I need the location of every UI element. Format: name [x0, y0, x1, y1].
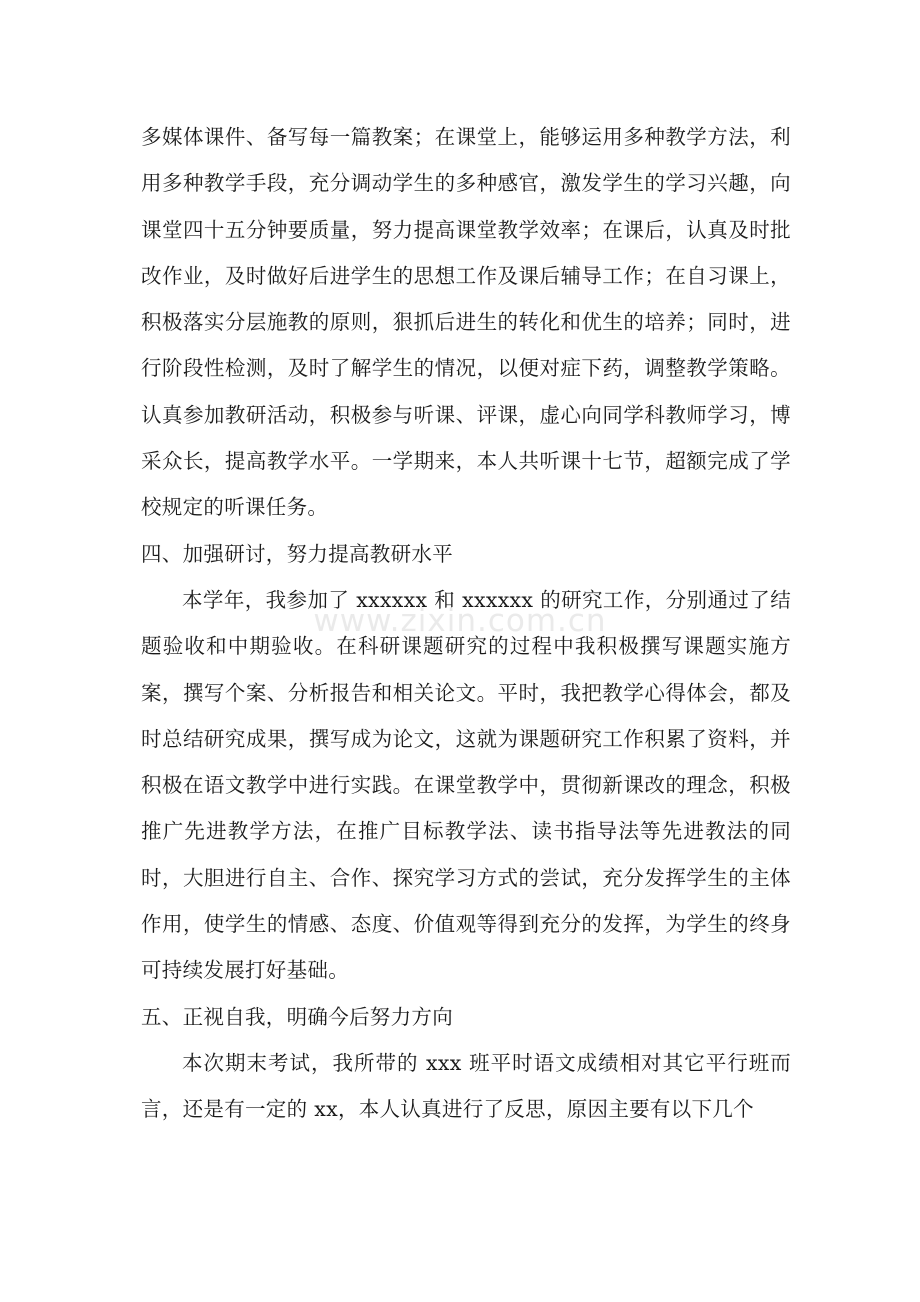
watermark: www.zixin.com.cn — [313, 603, 607, 639]
section-heading-5: 五、正视自我，明确今后努力方向 — [141, 1004, 453, 1029]
paragraph-2: 本学年，我参加了 xxxxxx 和 xxxxxx 的研究工作，分别通过了结题验收和中期验收。在科研课题研究的过程中我积极撰写课题实施方案，撰写个案、分析报告和相关论文。平时，我把教学心得体会，都及时总结研究成果，撰写成为论文，这就为课题研究工作积累了资料，并积极在语文教学中进行实践。在课堂教学中，贯彻新课改的理念，积极推广先进教学方法，在推广目标教学法、读书指导法等先进教法的同时，大胆进行自主、合作、探究学习方式的尝试，充分发挥学生的主体作用，使学生的情感、态度、价值观等得到充分的发挥，为学生的终身可持续发展打好基础。 — [141, 587, 791, 983]
paragraph-3: 本次期末考试，我所带的 xxx 班平时语文成绩相对其它平行班而言，还是有一定的 xx，本人认真进行了反思，原因主要有以下几个 — [141, 1050, 791, 1122]
document-body — [141, 114, 791, 1133]
paragraph-1: 多媒体课件、备写每一篇教案；在课堂上，能够运用多种教学方法，利用多种教学手段，充分调动学生的多种感官，激发学生的学习兴趣，向课堂四十五分钟要质量，努力提高课堂教学效率；在课后，认真及时批改作业，及时做好后进学生的思想工作及课后辅导工作；在自习课上，积极落实分层施教的原则，狠抓后进生的转化和优生的培养；同时，进行阶段性检测，及时了解学生的情况，以便对症下药，调整教学策略。认真参加教研活动，积极参与听课、评课，虚心向同学科教师学习，博采众长，提高教学水平。一学期来，本人共听课十七节，超额完成了学校规定的听课任务。 — [141, 125, 791, 520]
section-heading-4: 四、加强研讨，努力提高教研水平 — [141, 541, 453, 566]
